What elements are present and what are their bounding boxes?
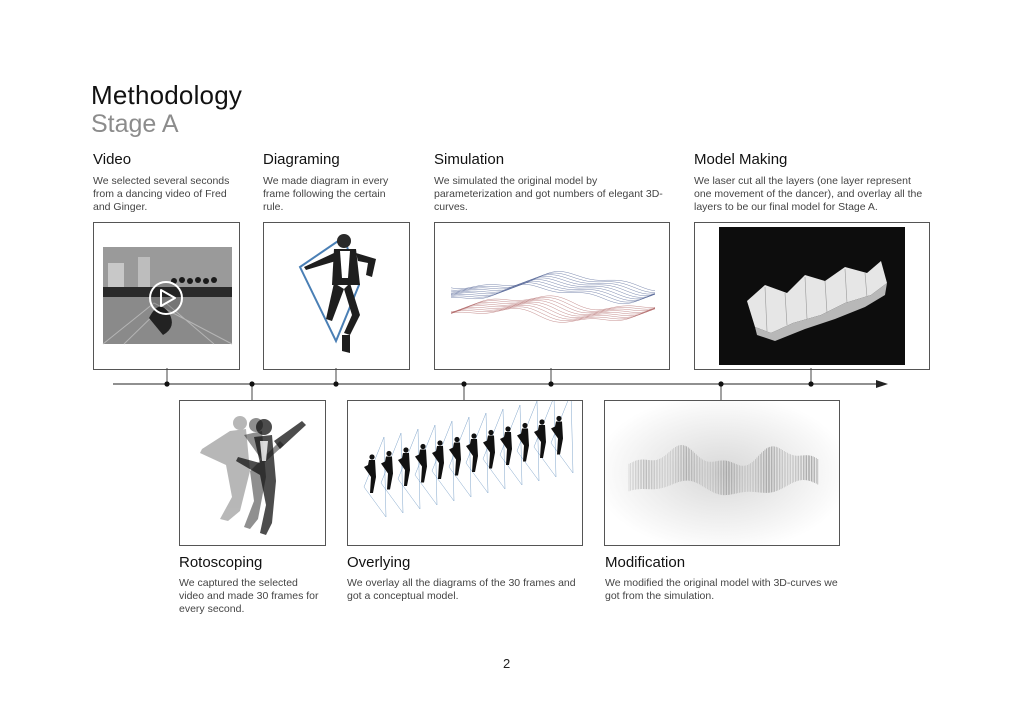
page-title: Methodology [91, 80, 243, 110]
timeline-node-overlying [461, 381, 466, 386]
step-modification-title: Modification [605, 554, 686, 571]
page-subtitle: Stage A [91, 110, 179, 138]
step-rotoscoping-desc: We captured the selected video and made 30 frames for every second. [179, 577, 319, 615]
timeline-node-model-making [808, 381, 813, 386]
step-video-desc: We selected several seconds from a dancing video of Fred and Ginger. [93, 175, 230, 213]
timeline-node-diagraming [333, 381, 338, 386]
step-overlying-desc: We overlay all the diagrams of the 30 frames and got a conceptual model. [347, 577, 576, 602]
arrow-right-icon [876, 380, 888, 388]
step-model-making-desc: We laser cut all the layers (one layer represent one movement of the dancer), and overlay all the layers to be our final model for Stage A. [694, 175, 923, 213]
modification-frame [604, 400, 840, 546]
page-number: 2 [503, 656, 511, 671]
rotoscoping-frame [179, 400, 326, 546]
overlaid-diagrams-image [348, 401, 582, 545]
step-video-title: Video [93, 151, 132, 168]
step-rotoscoping-title: Rotoscoping [179, 554, 263, 571]
step-model-making-title: Model Making [694, 151, 788, 168]
step-overlying-title: Overlying [347, 554, 411, 571]
timeline-node-simulation [548, 381, 553, 386]
step-simulation-desc: We simulated the original model by parameterization and got numbers of elegant 3D-curves. [434, 175, 663, 213]
timeline-node-modification [718, 381, 723, 386]
step-simulation-title: Simulation [434, 151, 505, 168]
timeline-node-video [164, 381, 169, 386]
modified-model-render [605, 401, 839, 545]
step-diagraming-title: Diagraming [263, 151, 340, 168]
step-diagraming-desc: We made diagram in every frame following the certain rule. [263, 175, 389, 213]
timeline-node-rotoscoping [249, 381, 254, 386]
overlying-frame [347, 400, 583, 546]
step-modification-desc: We modified the original model with 3D-curves we got from the simulation. [605, 577, 838, 602]
rotoscoped-dancers-image [180, 401, 325, 545]
